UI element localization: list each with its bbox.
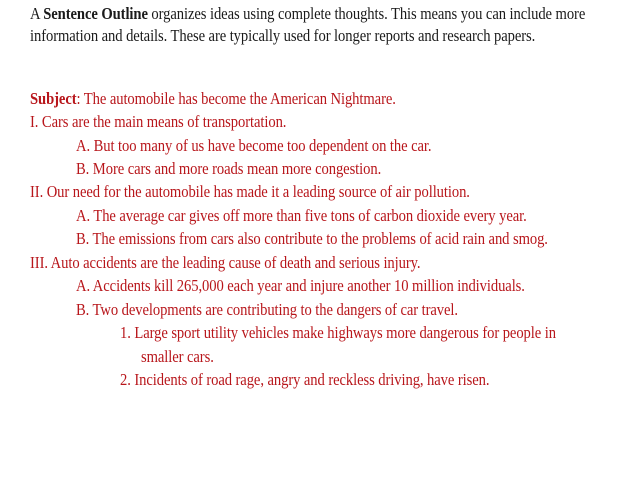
outline-item-III-A: A. Accidents kill 265,000 each year and injure another 10 million individuals.: [76, 276, 525, 295]
outline-item-II-B: B. The emissions from cars also contribute to the problems of acid rain and smog.: [76, 229, 548, 248]
intro-bold-term: Sentence Outline: [43, 4, 148, 23]
outline-item-II-A: A. The average car gives off more than five tons of carbon dioxide every year.: [76, 206, 527, 225]
subject-label: Subject: [30, 89, 77, 108]
outline-item-III-B-1: 1. Large sport utility vehicles make highways more dangerous for people in: [120, 323, 556, 342]
outline-subject: [30, 89, 396, 109]
outline-item-III-B-2: 2. Incidents of road rage, angry and reckless driving, have risen.: [120, 370, 490, 389]
outline-item-I-A: A. But too many of us have become too dependent on the car.: [76, 136, 432, 155]
outline-item-I-B: B. More cars and more roads mean more congestion.: [76, 159, 382, 178]
outline-item-I: I. Cars are the main means of transportation.: [30, 112, 287, 131]
outline-item-III-B-1-continued: smaller cars.: [141, 347, 214, 366]
outline-item-III-B: B. Two developments are contributing to the dangers of car travel.: [76, 300, 458, 319]
outline-item-III: III. Auto accidents are the leading cause of death and serious injury.: [30, 253, 421, 272]
intro-prefix: A: [30, 4, 44, 23]
intro-line-1-rest: organizes ideas using complete thoughts. This means you can include more: [147, 4, 586, 23]
intro-line-1: [30, 4, 585, 24]
intro-line-2: information and details. These are typically used for longer reports and research papers.: [30, 26, 536, 45]
outline-item-II: II. Our need for the automobile has made it a leading source of air pollution.: [30, 182, 470, 201]
subject-text: : The automobile has become the American Nightmare.: [76, 89, 396, 108]
